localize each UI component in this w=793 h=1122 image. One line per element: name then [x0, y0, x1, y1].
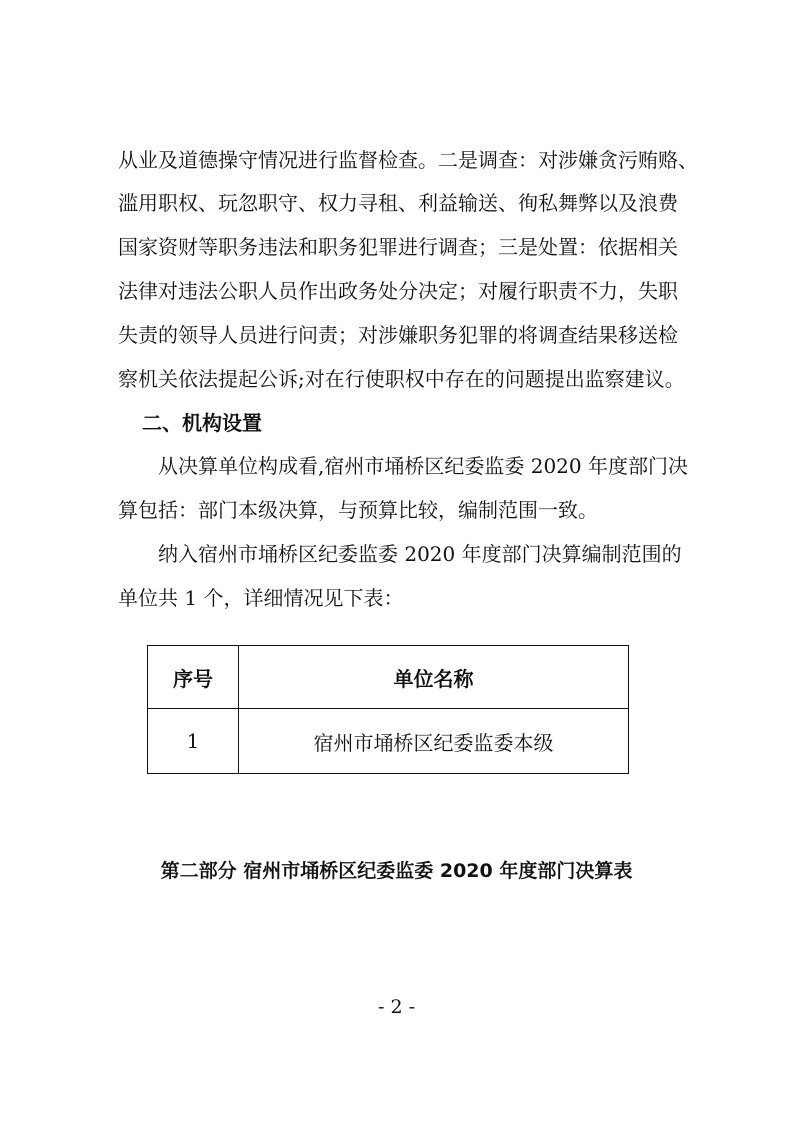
paragraph-line: 法律对违法公职人员作出政务处分决定；对履行职责不力，失职: [118, 279, 678, 303]
table-row: [148, 709, 629, 774]
paragraph-line: 失责的领导人员进行问责；对涉嫌职务犯罪的将调查结果移送检: [118, 323, 678, 347]
paragraph-line: 单位共 1 个，详细情况见下表：: [118, 586, 404, 610]
paragraph-line: 从业及道德操守情况进行监督检查。二是调查：对涉嫌贪污贿赂、: [118, 148, 698, 172]
table-header-row: [148, 646, 629, 709]
paragraph-line: 纳入宿州市埇桥区纪委监委 2020 年度部门决算编制范围的: [158, 542, 682, 566]
paragraph-line: 算包括：部门本级决算，与预算比较，编制范围一致。: [118, 498, 598, 522]
table-cell-unit-name: 宿州市埇桥区纪委监委本级: [239, 709, 629, 774]
section-heading: 二、机构设置: [142, 411, 262, 435]
table-header-unit-name: 单位名称: [239, 646, 629, 709]
page-number: - 2 -: [377, 996, 415, 1018]
unit-table: [147, 645, 629, 774]
paragraph-line: 察机关依法提起公诉;对在行使职权中存在的问题提出监察建议。: [118, 367, 685, 391]
paragraph-line: 从决算单位构成看,宿州市埇桥区纪委监委 2020 年度部门决: [158, 454, 688, 478]
paragraph-line: 滥用职权、玩忽职守、权力寻租、利益输送、徇私舞弊以及浪费: [118, 191, 678, 215]
paragraph-line: 国家资财等职务违法和职务犯罪进行调查；三是处置：依据相关: [118, 235, 678, 259]
part-title: 第二部分 宿州市埇桥区纪委监委 2020 年度部门决算表: [160, 860, 633, 882]
table-header-index: 序号: [148, 646, 239, 709]
table-cell-index: 1: [148, 709, 239, 774]
